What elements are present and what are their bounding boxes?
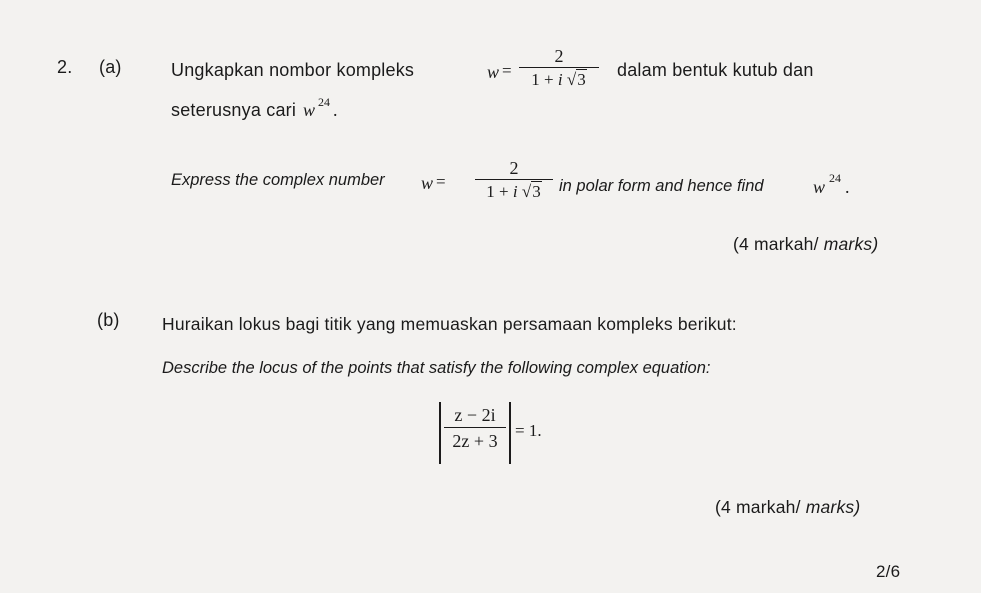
fraction-english xyxy=(475,157,553,204)
part-a-marks-english: marks) xyxy=(823,234,879,254)
part-a-english-after: in polar form and hence find xyxy=(559,177,764,195)
w-variable-english: w xyxy=(421,173,434,193)
period-english: . xyxy=(845,177,850,197)
denominator-prefix: 1 + xyxy=(531,70,558,90)
sqrt-argument-english: 3 xyxy=(532,182,541,202)
equals-sign-english: = xyxy=(436,172,446,191)
part-b-marks-english: marks) xyxy=(805,497,861,517)
part-a-marks-malay: (4 markah/ xyxy=(733,234,819,254)
part-b-marks-malay: (4 markah/ xyxy=(715,497,801,517)
fraction-denominator xyxy=(519,68,599,92)
part-a-malay-line2: seterusnya cari xyxy=(171,100,297,120)
part-b-malay: Huraikan lokus bagi titik yang memuaskan persamaan kompleks berikut: xyxy=(162,314,737,334)
sqrt-three-english xyxy=(522,180,542,204)
page-number: 2/6 xyxy=(876,562,901,581)
part-a-malay-line1: Ungkapkan nombor kompleks xyxy=(171,60,415,80)
fraction-denominator-english xyxy=(475,180,553,204)
sqrt-sign: √ xyxy=(566,70,577,90)
fraction-numerator: 2 xyxy=(554,46,564,66)
denominator-prefix-english: 1 + xyxy=(486,182,513,202)
fraction-malay xyxy=(519,45,599,92)
locus-fraction xyxy=(444,404,506,454)
locus-rhs: = 1. xyxy=(515,421,542,440)
locus-denominator: 2z + 3 xyxy=(452,431,498,452)
part-a-marks xyxy=(733,234,878,255)
w-variable: w xyxy=(487,62,500,82)
fraction-numerator-english: 2 xyxy=(509,158,519,178)
period-malay: . xyxy=(333,100,338,120)
part-a-malay-after: dalam bentuk kutub dan xyxy=(617,60,814,80)
equals-sign: = xyxy=(502,61,512,80)
part-a-label: (a) xyxy=(99,57,122,77)
question-number: 2. xyxy=(57,57,73,77)
sqrt-argument: 3 xyxy=(577,70,586,90)
power-base-malay: w xyxy=(303,100,316,120)
part-b-marks xyxy=(715,497,860,518)
imaginary-unit-english: i xyxy=(512,182,518,202)
power-exponent-english: 24 xyxy=(829,171,841,185)
locus-numerator: z − 2i xyxy=(454,405,496,425)
abs-bar-left xyxy=(439,402,441,464)
sqrt-sign-english: √ xyxy=(521,182,532,202)
abs-bar-right xyxy=(509,402,511,464)
power-exponent-malay: 24 xyxy=(318,95,330,109)
sqrt-three xyxy=(567,68,587,92)
power-base-english: w xyxy=(813,177,826,197)
imaginary-unit: i xyxy=(557,70,563,90)
part-a-english-before: Express the complex number xyxy=(171,171,385,189)
part-b-label: (b) xyxy=(97,310,120,330)
part-b-english: Describe the locus of the points that satisfy the following complex equation: xyxy=(162,359,711,377)
